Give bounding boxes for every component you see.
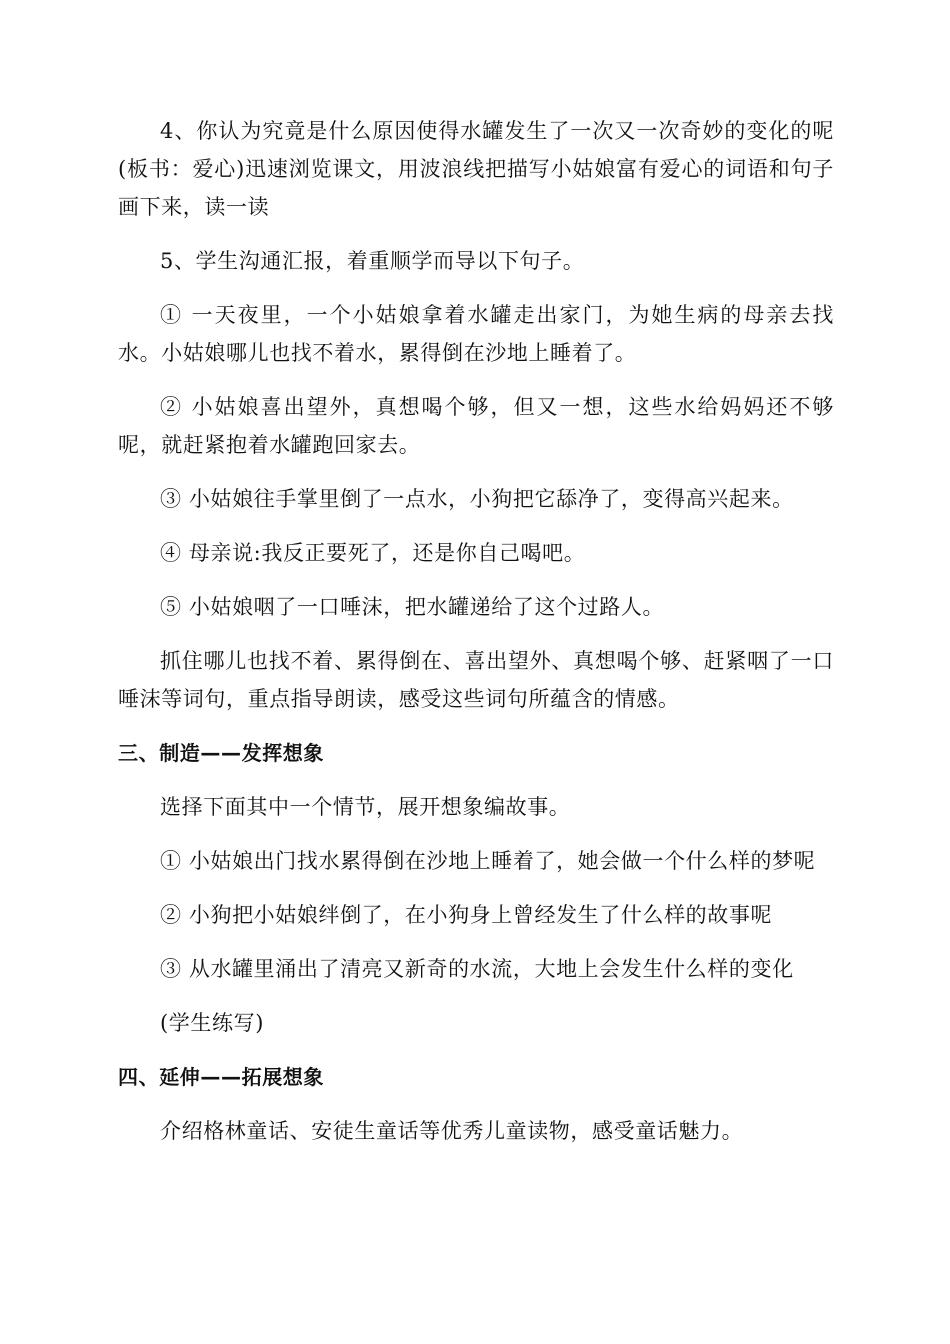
paragraph-sentence-2: ② 小姑娘喜出望外，真想喝个够，但又一想，这些水给妈妈还不够呢，就赶紧抱着水罐跑回家去。 — [118, 395, 834, 457]
paragraph-reading-guidance: 抓住哪儿也找不着、累得倒在、喜出望外、真想喝个够、赶紧咽了一口唾沫等词句，重点指导朗读，感受这些词句所蕴含的情感。 — [118, 649, 834, 711]
paragraph-sentence-1: ① 一天夜里，一个小姑娘拿着水罐走出家门，为她生病的母亲去找水。小姑娘哪儿也找不着水，累得倒在沙地上睡着了。 — [118, 303, 834, 365]
paragraph-introduce-reading: 介绍格林童话、安徒生童话等优秀儿童读物，感受童话魅力。 — [160, 1119, 744, 1143]
paragraph-choose-plot: 选择下面其中一个情节，展开想象编故事。 — [160, 795, 571, 819]
paragraph-sentence-4: ④ 母亲说:我反正要死了，还是你自己喝吧。 — [160, 541, 586, 565]
paragraph-plot-3: ③ 从水罐里涌出了清亮又新奇的水流，大地上会发生什么样的变化 — [160, 957, 794, 981]
paragraph-sentence-3: ③ 小姑娘往手掌里倒了一点水，小狗把它舔净了，变得高兴起来。 — [160, 487, 794, 511]
document-page — [118, 112, 834, 1166]
paragraph-question-4: 4、你认为究竟是什么原因使得水罐发生了一次又一次奇妙的变化的呢(板书：爱心)迅速浏览课文，用波浪线把描写小姑娘富有爱心的词语和句子画下来，读一读 — [118, 119, 834, 219]
section-heading-3: 三、制造——发挥想象 — [118, 741, 324, 765]
paragraph-sentence-5: ⑤ 小姑娘咽了一口唾沫，把水罐递给了这个过路人。 — [160, 595, 665, 619]
paragraph-plot-2: ② 小狗把小姑娘绊倒了，在小狗身上曾经发生了什么样的故事呢 — [160, 903, 773, 927]
section-heading-4: 四、延伸——拓展想象 — [118, 1065, 324, 1089]
paragraph-step-5: 5、学生沟通汇报，着重顺学而导以下句子。 — [160, 249, 585, 273]
paragraph-plot-1: ① 小姑娘出门找水累得倒在沙地上睡着了，她会做一个什么样的梦呢 — [160, 849, 816, 873]
paragraph-student-practice: (学生练写) — [160, 1011, 264, 1035]
